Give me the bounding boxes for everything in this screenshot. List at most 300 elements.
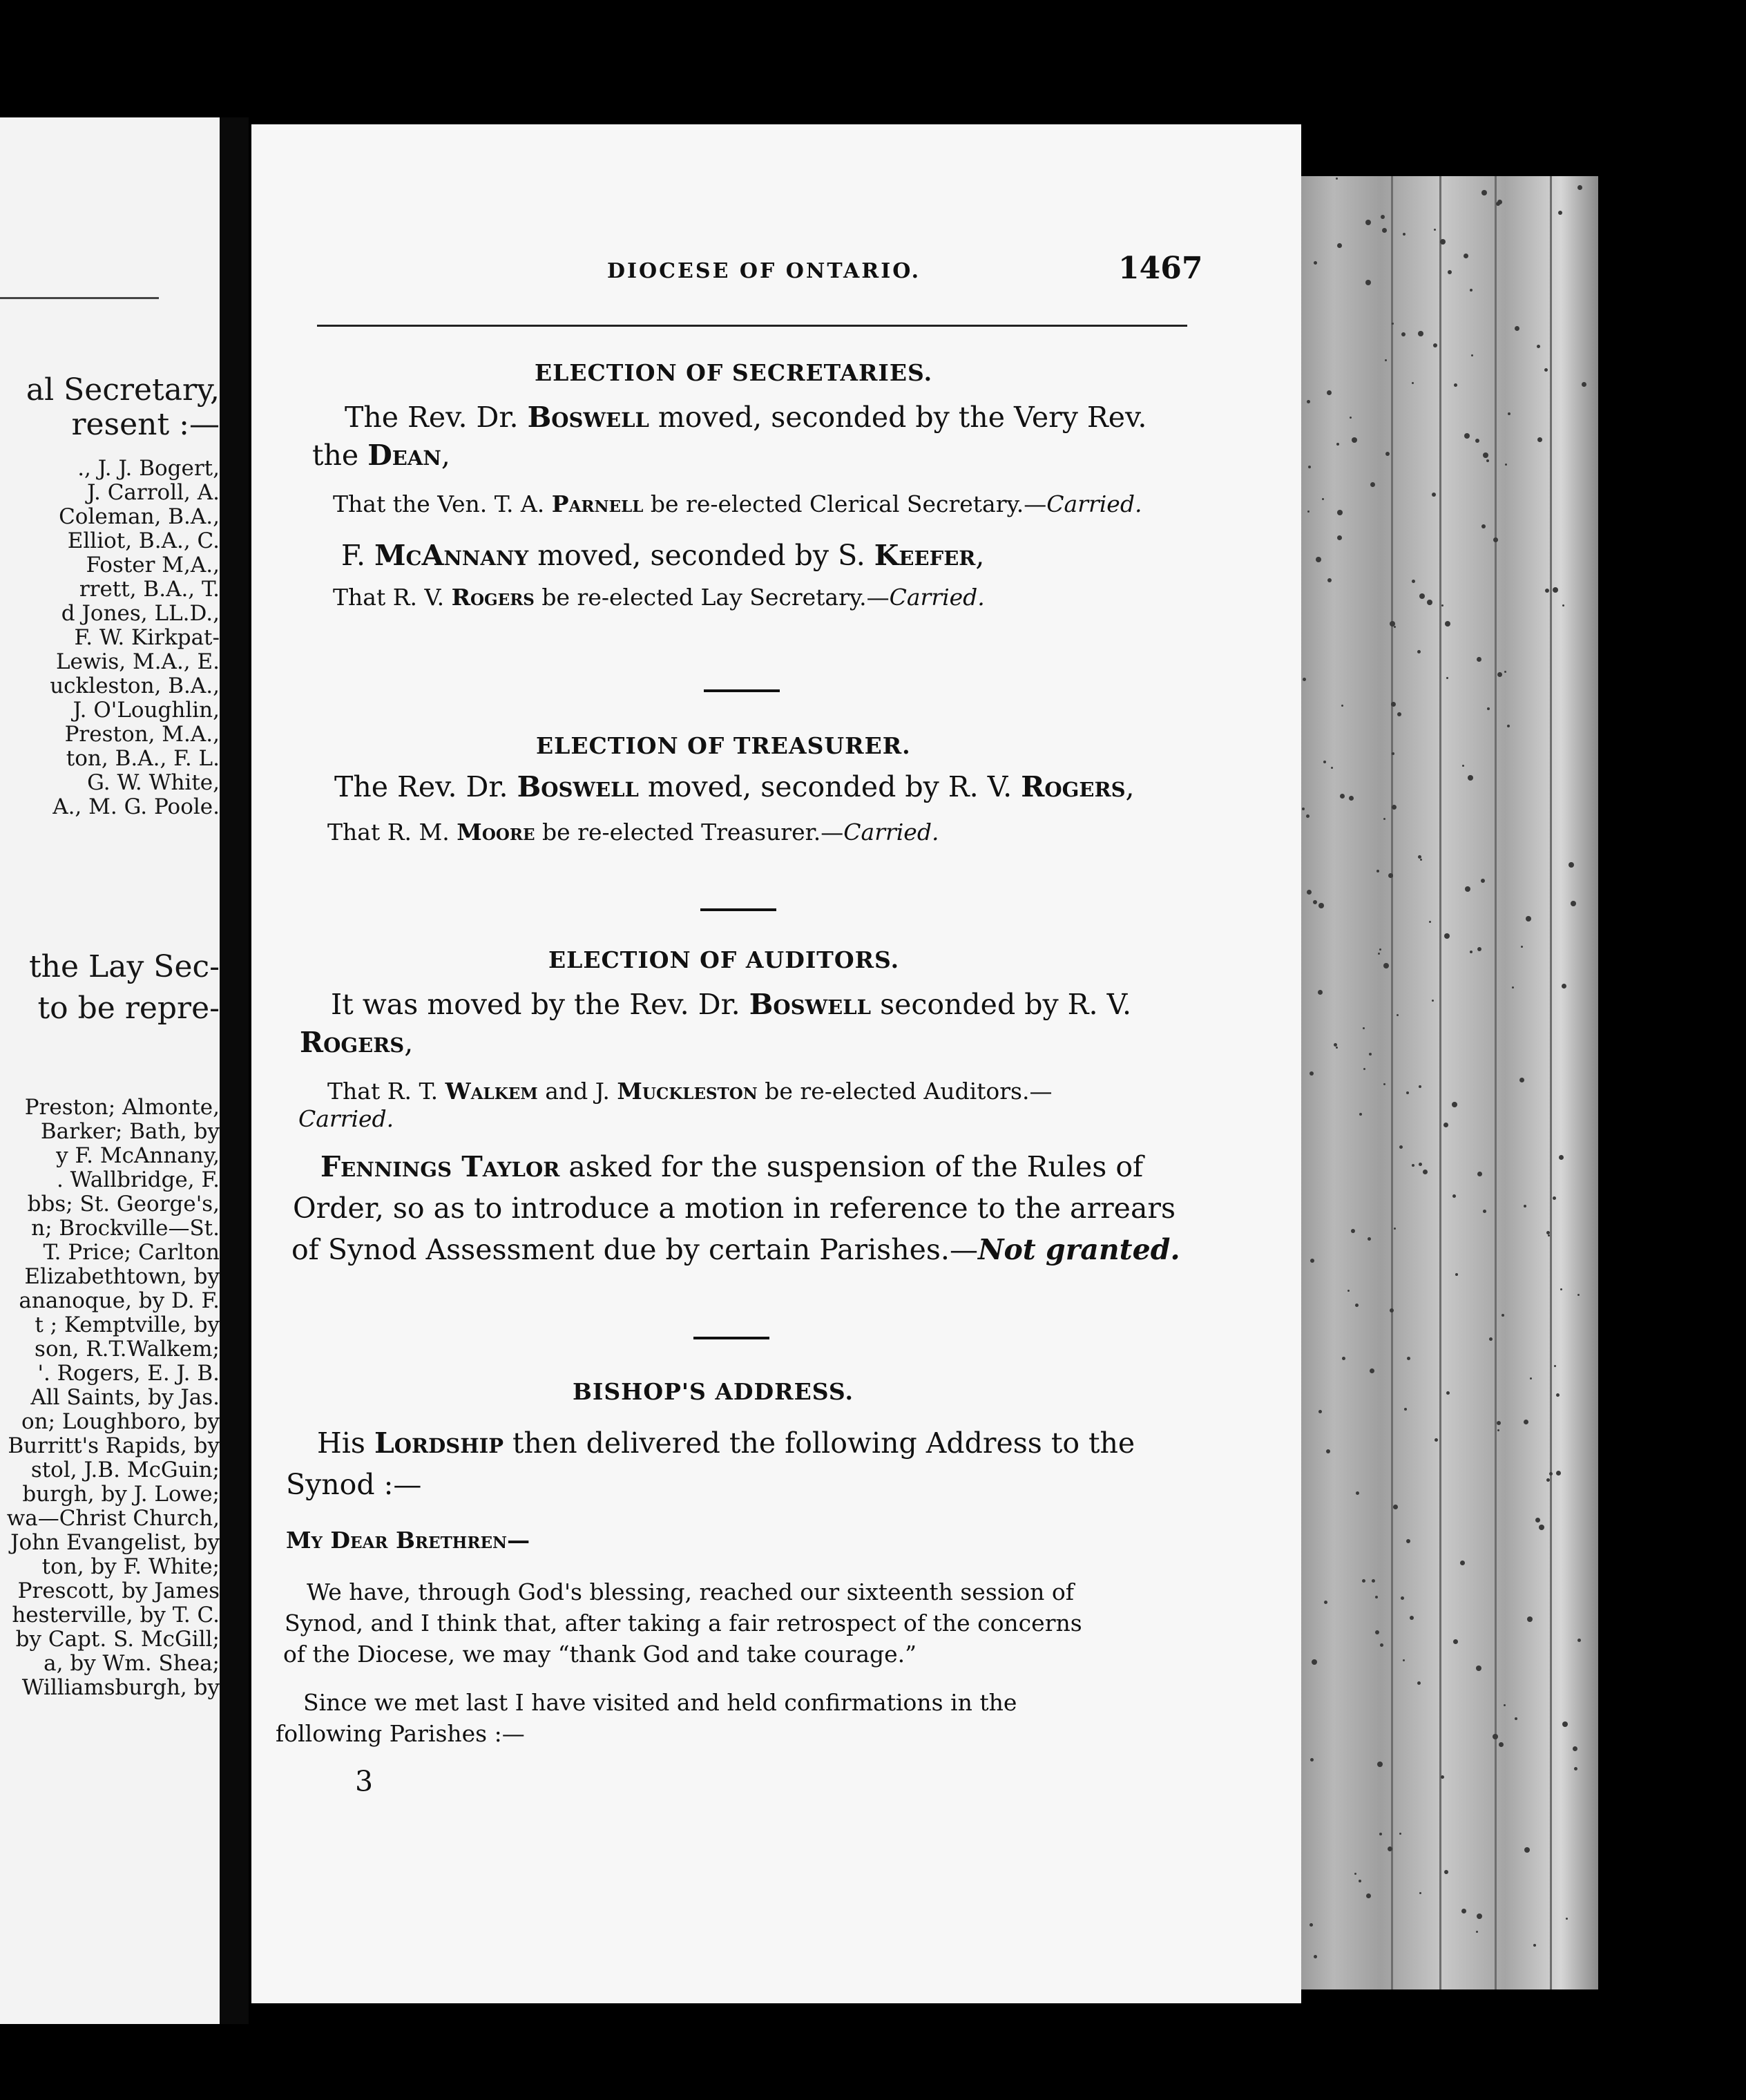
speck (1412, 580, 1415, 583)
paragraph-address-intro-2: Synod :— (286, 1468, 422, 1501)
speck (1577, 185, 1582, 190)
speck (1392, 752, 1394, 755)
salutation: My Dear Brethren— (286, 1527, 530, 1554)
speck (1342, 1357, 1345, 1360)
speck (1546, 1231, 1550, 1234)
speck (1368, 1237, 1371, 1241)
left-page-line: G. W. White, (87, 770, 220, 795)
speck (1530, 1377, 1532, 1380)
speck (1562, 984, 1566, 989)
text: The Rev. Dr. (334, 770, 517, 803)
resolution-treasurer (327, 819, 939, 846)
text: His (317, 1426, 374, 1460)
speck (1435, 1438, 1438, 1442)
resolution-auditors (327, 1078, 1052, 1105)
left-page-line: Burritt's Rapids, by (8, 1433, 220, 1458)
left-page-line: Barker; Bath, by (40, 1119, 220, 1144)
speck (1446, 677, 1448, 679)
left-page-line: resent :— (71, 407, 220, 442)
speck (1383, 1083, 1385, 1085)
signature-mark: 3 (355, 1765, 374, 1798)
speck (1341, 705, 1343, 707)
speck (1464, 254, 1468, 258)
left-page-line: son, R.T.Walkem; (35, 1337, 220, 1362)
speck (1390, 1308, 1394, 1312)
text: and J. (537, 1078, 617, 1105)
speck (1388, 1846, 1392, 1851)
speck (1322, 498, 1324, 500)
speck (1527, 1616, 1533, 1622)
edge-line (1439, 176, 1441, 1989)
speck (1310, 1259, 1314, 1263)
speck (1327, 578, 1332, 582)
speck (1502, 1314, 1504, 1317)
speck (1314, 1955, 1317, 1958)
speck (1423, 1170, 1428, 1174)
text: The Rev. Dr. (345, 401, 528, 434)
speck (1548, 1234, 1550, 1237)
speck (1577, 1639, 1581, 1642)
speck (1349, 796, 1354, 801)
speck (1496, 202, 1500, 206)
speck (1524, 1420, 1528, 1424)
speck (1475, 439, 1479, 443)
page-edges (1287, 176, 1598, 1989)
speck (1378, 953, 1380, 955)
paragraph-taylor-2: Order, so as to introduce a motion in reference to the arrears (293, 1192, 1176, 1225)
speck (1562, 1721, 1568, 1727)
left-page-line: John Evangelist, by (10, 1530, 220, 1555)
heading-bishops-address: BISHOP'S ADDRESS. (573, 1378, 854, 1405)
speck (1471, 354, 1473, 356)
speck (1376, 870, 1379, 872)
speck (1418, 331, 1423, 336)
speck (1504, 671, 1506, 673)
speck (1481, 524, 1486, 528)
speck (1307, 890, 1312, 895)
speck (1499, 1742, 1504, 1747)
speck (1452, 1102, 1457, 1107)
left-page-line: All Saints, by Jas. (30, 1385, 220, 1410)
speck (1537, 345, 1540, 348)
speck (1418, 855, 1421, 859)
paragraph-taylor-3 (291, 1233, 1180, 1266)
name-keefer: Keefer (874, 539, 976, 572)
speck (1381, 215, 1385, 219)
speck (1355, 1304, 1359, 1307)
speck (1359, 1880, 1361, 1882)
text: , (404, 1026, 414, 1059)
speck (1524, 1205, 1526, 1208)
speck (1470, 289, 1472, 292)
speck (1515, 326, 1519, 331)
speck (1385, 359, 1387, 361)
speck (1365, 280, 1371, 285)
section-separator (704, 689, 780, 692)
speck (1393, 1505, 1398, 1509)
speck (1573, 1746, 1577, 1751)
speck (1537, 437, 1542, 442)
speck (1365, 220, 1371, 225)
speck (1397, 712, 1401, 716)
speck (1334, 1043, 1337, 1047)
running-head: DIOCESE OF ONTARIO. (607, 259, 921, 283)
speck (1441, 1775, 1444, 1779)
left-page-line: ., J. J. Bogert, (77, 456, 220, 481)
resolution-clerical-secretary (333, 490, 1142, 517)
speck (1544, 368, 1548, 372)
left-page-line: . Wallbridge, F. (56, 1167, 220, 1192)
speck (1486, 459, 1489, 462)
speck (1383, 818, 1385, 820)
speck (1388, 873, 1393, 878)
speck (1460, 1560, 1465, 1565)
left-page-line: d Jones, LL.D., (61, 601, 220, 626)
text: That R. M. (327, 819, 457, 846)
speck (1533, 1944, 1536, 1947)
paragraph-secretaries-motion-2 (341, 539, 984, 572)
speck (1574, 1767, 1577, 1770)
speck (1497, 1421, 1501, 1425)
speck (1554, 1365, 1556, 1367)
text: seconded by R. V. (871, 988, 1132, 1021)
name-boswell: Boswell (749, 988, 872, 1021)
text: , (1125, 770, 1135, 803)
speck (1464, 433, 1470, 439)
speck (1524, 1847, 1530, 1853)
name-muckleston: Muckleston (617, 1078, 758, 1105)
speck (1382, 228, 1387, 233)
address-line-5: following Parishes :— (276, 1720, 525, 1747)
speck (1443, 1123, 1448, 1127)
speck (1465, 886, 1470, 892)
speck (1359, 1113, 1362, 1116)
speck (1394, 1228, 1396, 1230)
paragraph-address-intro-1 (317, 1426, 1135, 1460)
heading-auditors: ELECTION OF AUDITORS. (548, 946, 900, 973)
speck (1487, 707, 1490, 710)
speck (1497, 672, 1502, 677)
speck (1394, 626, 1396, 628)
name-boswell: Boswell (527, 401, 649, 434)
left-page-line: n; Brockville—St. (31, 1216, 220, 1241)
name-boswell: Boswell (517, 770, 639, 803)
left-page-line: a, by Wm. Shea; (44, 1651, 220, 1676)
speck (1452, 1194, 1456, 1198)
speck (1462, 765, 1464, 767)
speck (1519, 1078, 1524, 1082)
name-rogers: Rogers (300, 1026, 405, 1059)
left-page-line: J. O'Loughlin, (73, 698, 220, 723)
speck (1318, 903, 1324, 908)
speck (1410, 1616, 1414, 1620)
speck (1354, 1873, 1356, 1875)
speck (1515, 1717, 1517, 1720)
main-page (251, 124, 1301, 2003)
text: That the Ven. T. A. (333, 490, 552, 517)
speck (1477, 947, 1481, 951)
speck (1559, 1155, 1564, 1160)
paragraph-auditors-motion (331, 988, 1131, 1021)
speck (1313, 900, 1317, 904)
name-rogers: Rogers (451, 584, 535, 611)
speck (1546, 1478, 1550, 1482)
speck (1370, 1368, 1374, 1373)
speck (1539, 1525, 1544, 1530)
text: That R. V. (333, 584, 452, 611)
speck (1432, 493, 1436, 497)
speck (1504, 1704, 1506, 1706)
left-page-line: to be repre- (37, 991, 220, 1026)
name-dean: Dean (367, 439, 441, 472)
speck (1420, 859, 1422, 861)
speck (1448, 270, 1452, 274)
section-separator (693, 1337, 769, 1339)
speck (1312, 1659, 1317, 1665)
text: be re-elected Treasurer.— (535, 819, 844, 846)
speck (1392, 323, 1394, 325)
speck (1375, 1630, 1379, 1634)
speck (1406, 1091, 1409, 1094)
speck (1441, 604, 1443, 607)
speck (1407, 1357, 1410, 1360)
speck (1434, 229, 1436, 231)
text: asked for the suspension of the Rules of (559, 1150, 1144, 1183)
left-page-line: ananoque, by D. F. (19, 1288, 220, 1313)
carried-label: Carried. (843, 819, 939, 846)
speck (1352, 437, 1357, 443)
speck (1375, 1596, 1378, 1598)
heading-treasurer: ELECTION OF TREASURER. (536, 732, 911, 759)
edge-line (1550, 176, 1552, 1989)
speck (1419, 593, 1425, 599)
speck (1303, 678, 1306, 681)
speck (1337, 535, 1342, 540)
speck (1417, 1681, 1421, 1685)
left-page-line: A., M. G. Poole. (52, 794, 220, 819)
speck (1337, 243, 1342, 248)
speck (1562, 604, 1564, 607)
left-page-line: Prescott, by James (17, 1578, 220, 1603)
text: then delivered the following Address to the (503, 1426, 1135, 1460)
text: be re-elected Lay Secretary.— (534, 584, 890, 611)
speck (1372, 1579, 1375, 1583)
speck (1476, 1931, 1478, 1933)
speck (1323, 761, 1326, 763)
speck (1302, 808, 1305, 810)
speck (1336, 443, 1339, 446)
speck (1370, 482, 1375, 487)
left-page-line: the Lay Sec- (28, 949, 220, 984)
speck (1362, 1579, 1365, 1583)
speck (1444, 933, 1450, 939)
speck (1314, 261, 1317, 265)
text: be re-elected Auditors.— (757, 1078, 1053, 1105)
speck (1444, 1870, 1448, 1874)
speck (1571, 901, 1576, 906)
carried-label: Carried. (298, 1105, 394, 1132)
left-page-line: stol, J.B. McGuin; (30, 1458, 220, 1482)
speck (1419, 1892, 1421, 1894)
speck (1505, 464, 1507, 466)
paragraph-secretaries-motion-1 (345, 401, 1147, 434)
left-page-line: Coleman, B.A., (59, 504, 220, 529)
speck (1397, 1014, 1399, 1016)
paragraph-auditors-motion-cont (300, 1026, 413, 1059)
text: That R. T. (327, 1078, 445, 1105)
left-page-line: y F. McAnnany, (56, 1143, 220, 1168)
speck (1392, 805, 1397, 810)
speck (1399, 1833, 1401, 1835)
speck (1327, 390, 1332, 395)
name-parnell: Parnell (551, 490, 644, 517)
paragraph-treasurer-motion (334, 770, 1135, 803)
left-page-line: al Secretary, (26, 372, 220, 408)
speck (1326, 1449, 1330, 1453)
left-page-line: Williamsburgh, by (21, 1675, 220, 1700)
left-page-line: rrett, B.A., T. (79, 577, 220, 602)
edge-line (1495, 176, 1497, 1989)
speck (1440, 239, 1446, 245)
speck (1497, 1429, 1499, 1431)
name-moore: Moore (457, 819, 535, 846)
speck (1553, 587, 1558, 593)
speck (1417, 650, 1421, 653)
speck (1419, 1085, 1421, 1088)
speck (1556, 1471, 1561, 1476)
speck (1306, 814, 1310, 818)
speck (1481, 190, 1487, 195)
speck (1446, 1391, 1450, 1395)
speck (1493, 537, 1498, 542)
speck (1427, 600, 1432, 605)
speck (1324, 1601, 1327, 1604)
text: It was moved by the Rev. Dr. (331, 988, 749, 1021)
page-number: 1467 (1118, 251, 1203, 286)
speck (1340, 794, 1345, 799)
left-page-line: Elizabethtown, by (24, 1264, 220, 1289)
header-rule (317, 325, 1187, 327)
left-page-line: Foster M,A., (86, 553, 220, 578)
speck (1433, 343, 1437, 347)
carried-label: Carried. (1046, 490, 1142, 517)
left-page-line: T. Price; Carlton (43, 1240, 220, 1265)
speck (1556, 1393, 1560, 1397)
text: moved, seconded by the Very Rev. (649, 401, 1147, 434)
speck (1310, 1923, 1313, 1927)
address-line-3: of the Diocese, we may “thank God and take courage.” (283, 1641, 917, 1668)
speck (1369, 1053, 1372, 1056)
text: moved, seconded by S. (528, 539, 874, 572)
left-page-line: '. Rogers, E. J. B. (37, 1361, 220, 1386)
speck (1453, 1639, 1458, 1644)
text: , (441, 439, 450, 472)
left-page-fragment (0, 117, 220, 2024)
speck (1507, 725, 1510, 727)
speck (1307, 400, 1310, 403)
text: be re-elected Clerical Secretary.— (643, 490, 1047, 517)
speck (1308, 466, 1311, 468)
paragraph-taylor-1 (320, 1150, 1143, 1183)
lordship: Lordship (374, 1426, 504, 1460)
speck (1481, 879, 1485, 883)
left-page-line: ton, B.A., F. L. (66, 746, 220, 771)
text: of Synod Assessment due by certain Parishes.— (291, 1233, 978, 1266)
left-page-line: wa—Christ Church, (6, 1506, 220, 1531)
speck (1406, 1539, 1410, 1543)
left-page-line: t ; Kemptville, by (35, 1312, 220, 1337)
speck (1318, 1410, 1322, 1413)
speck (1316, 557, 1321, 562)
speck (1310, 1758, 1314, 1762)
left-page-line: F. W. Kirkpat- (74, 625, 220, 650)
speck (1412, 382, 1414, 384)
speck (1566, 1918, 1568, 1920)
speck (1419, 1163, 1422, 1166)
speck (1470, 951, 1472, 953)
speck (1383, 963, 1389, 968)
speck (1476, 1665, 1481, 1671)
speck (1477, 657, 1481, 662)
speck (1535, 1518, 1540, 1522)
speck (1493, 1734, 1498, 1739)
text: F. (341, 539, 375, 572)
edge-line (1391, 176, 1393, 1989)
speck (1582, 382, 1586, 387)
address-line-2: Synod, and I think that, after taking a fair retrospect of the concerns (285, 1610, 1082, 1636)
resolution-lay-secretary (333, 584, 985, 611)
speck (1477, 1913, 1482, 1919)
speck (1545, 589, 1549, 593)
speck (1403, 233, 1406, 236)
speck (1549, 1472, 1553, 1476)
not-granted-label: Not granted. (977, 1233, 1180, 1266)
name-walkem: Walkem (445, 1078, 538, 1105)
speck (1401, 332, 1406, 336)
speck (1380, 1643, 1383, 1647)
address-line-1: We have, through God's blessing, reached our sixteenth session of (307, 1578, 1074, 1605)
speck (1558, 211, 1562, 215)
speck (1351, 1229, 1355, 1233)
speck (1336, 178, 1338, 180)
left-page-line: hesterville, by T. C. (12, 1603, 220, 1628)
speck (1461, 1909, 1466, 1913)
speck (1331, 767, 1333, 769)
name-fennings-taylor: Fennings Taylor (320, 1150, 560, 1183)
speck (1455, 1273, 1458, 1276)
speck (1404, 1408, 1407, 1411)
speck (1468, 775, 1473, 781)
speck (1489, 1337, 1493, 1341)
speck (1366, 1893, 1371, 1898)
name-rogers: Rogers (1021, 770, 1126, 803)
speck (1454, 383, 1457, 387)
speck (1363, 1068, 1365, 1070)
speck (1379, 948, 1381, 951)
speck (1483, 1210, 1486, 1213)
address-line-4: Since we met last I have visited and held confirmations in the (303, 1689, 1017, 1716)
left-page-line: on; Loughboro, by (21, 1409, 220, 1434)
speck (1568, 862, 1574, 868)
speck (1512, 986, 1514, 989)
speck (1521, 946, 1523, 948)
speck (1477, 1172, 1482, 1176)
left-page-line: Preston, M.A., (64, 722, 220, 747)
speck (1336, 1047, 1338, 1049)
left-page-line: ton, by F. White; (41, 1554, 220, 1579)
speck (1379, 1833, 1382, 1835)
speck (1399, 1145, 1403, 1149)
